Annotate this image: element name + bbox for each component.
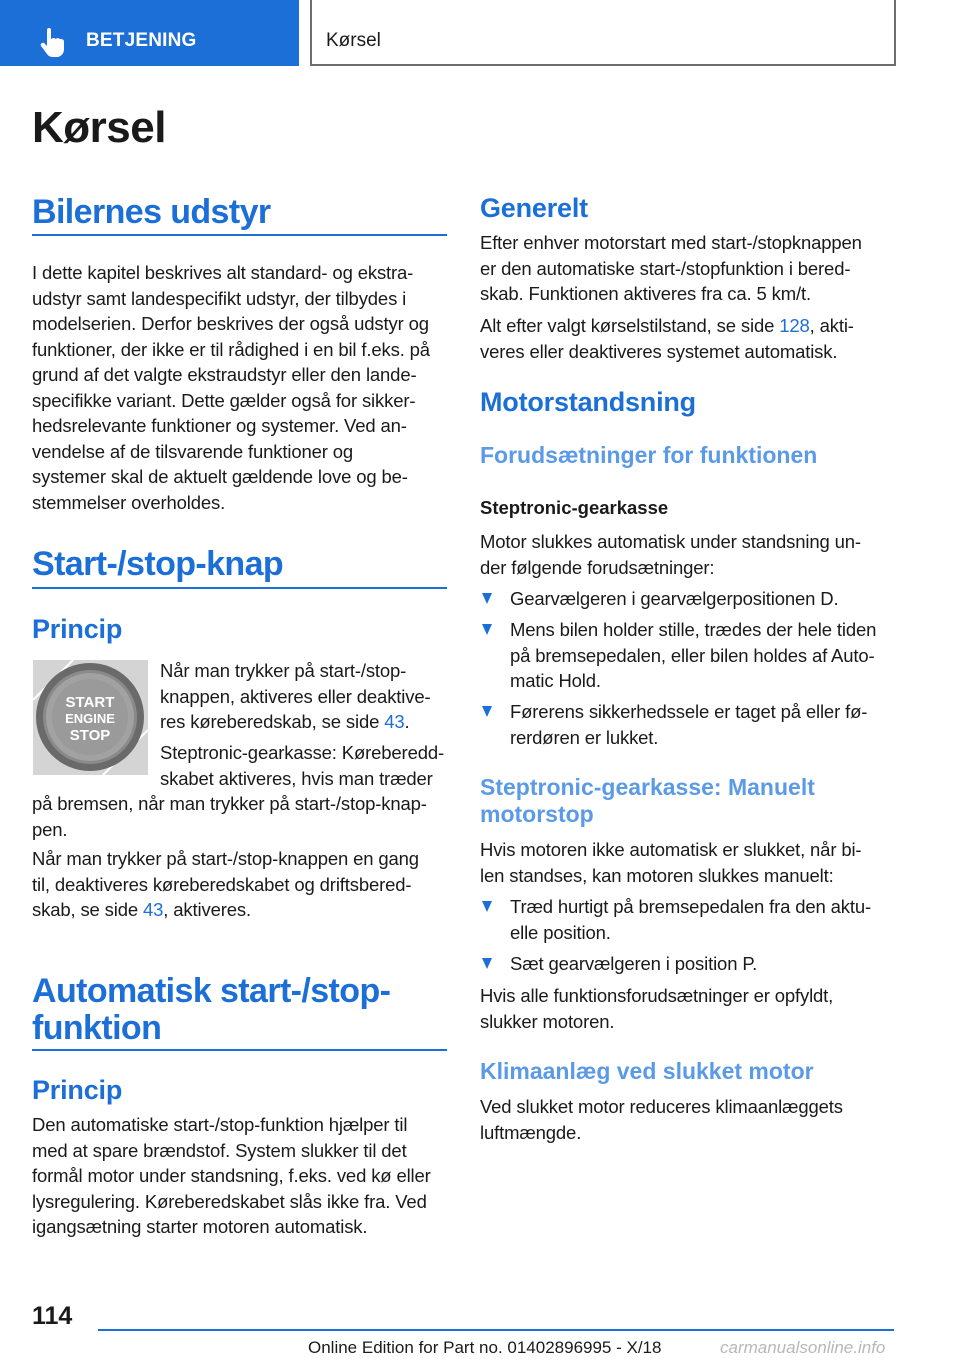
chapter-tab[interactable]: [0, 0, 299, 66]
bullet-triangle-icon: [482, 593, 492, 604]
paragraph-manuelt: Hvis motoren ikke automatisk er slukket, når bi- len standses, kan motoren slukkes manuelt:: [480, 839, 862, 886]
heading-start-stop-knap: Start-/stop-knap: [32, 545, 284, 583]
page-title: Kørsel: [32, 103, 166, 152]
page-number: 114: [32, 1302, 73, 1330]
heading-generelt: Generelt: [480, 193, 588, 223]
heading-klimaanlaeg: Klimaanlæg ved slukket motor: [480, 1058, 814, 1084]
bullet-triangle-icon: [482, 958, 492, 969]
paragraph-automatisk: Den automatiske start-/stop-funktion hjælper til med at spare brændstof. System slukker til det formål motor under standsning, f.eks. ved kø eller lysregulering. Køreberedskabet slås ikke fra. Ved igangsætning starter motoren automatisk.: [32, 1114, 431, 1237]
bullet-triangle-icon: [482, 624, 492, 635]
heading-automatisk-start-stop: Automatisk start-/stop- funktion: [32, 972, 391, 1047]
button-text-start: START: [65, 694, 115, 711]
heading-forudsaetninger: Forudsætninger for funktionen: [480, 442, 818, 468]
footer-edition: Online Edition for Part no. 01402896995 - X/18: [308, 1338, 662, 1357]
section-header-label: Kørsel: [326, 30, 381, 51]
heading-motorstandsning: Motorstandsning: [480, 387, 696, 417]
start-stop-button-image: [33, 660, 148, 775]
subheading-princip: Princip: [32, 614, 123, 644]
page-link-43[interactable]: 43: [384, 711, 405, 732]
footer-rule: [98, 1329, 894, 1331]
paragraph-princip-3: Når man trykker på start-/stop-knappen en gang til, deaktiveres køreberedskabet og driftsbered- skab, se side 43, aktiveres.: [32, 848, 419, 920]
paragraph-princip-2-cont: på bremsen, når man trykker på start-/stop-knap- pen.: [32, 793, 427, 840]
heading-rule: [32, 587, 447, 589]
page-link-128[interactable]: 128: [779, 315, 810, 336]
page-link-43[interactable]: 43: [143, 899, 164, 920]
paragraph-princip-1: Når man trykker på start-/stop- knappen, aktiveres eller deaktive- res køreberedskab, se side 43.: [160, 660, 431, 732]
button-text-engine: ENGINE: [65, 711, 115, 726]
heading-manuelt-motorstop: Steptronic-gearkasse: Manuelt motorstop: [480, 774, 815, 827]
bullet-triangle-icon: [482, 706, 492, 717]
section-header: [310, 0, 896, 66]
bullet-triangle-icon: [482, 901, 492, 912]
paragraph-manuelt-after: Hvis alle funktionsforudsætninger er opfyldt, slukker motoren.: [480, 985, 834, 1032]
pointing-hand-icon: [38, 27, 66, 57]
subheading-princip: Princip: [32, 1075, 123, 1105]
heading-rule: [32, 1049, 447, 1051]
paragraph-generelt: Efter enhver motorstart med start-/stopknappen er den automatiske start-/stopfunktion i bered- skab. Funktionen aktiveres fra ca. 5 km/t.: [480, 232, 862, 304]
heading-steptronic: Steptronic-gearkasse: [480, 497, 669, 518]
watermark: carmanualsonline.info: [720, 1338, 886, 1357]
paragraph-steptronic: Motor slukkes automatisk under standsning un- der følgende forudsætninger:: [480, 531, 861, 578]
paragraph-udstyr: I dette kapitel beskrives alt standard- og ekstra- udstyr samt landespecifikt udstyr, der tilbydes i modelserien. Derfor beskrives der også udstyr og funktioner, der ikke er til rådighed i en bil f.eks. på grund af det valgte ekstraudstyr eller den lande- specifikke variant. Dette gælder også for sikker- hedsrelevante funktioner og systemer. Ved an- vendelse af de tilsvarende funktioner og systemer skal de aktuelt gældende love og be- stemmelser overholdes.: [32, 262, 430, 513]
paragraph-princip-2: Steptronic-gearkasse: Køreberedd- skabet aktiveres, hvis man træder: [160, 742, 444, 789]
paragraph-klimaanlaeg: Ved slukket motor reduceres klimaanlæggets luftmængde.: [480, 1096, 843, 1143]
heading-bilernes-udstyr: Bilernes udstyr: [32, 193, 271, 231]
chapter-tab-label: BETJENING: [86, 30, 197, 51]
heading-rule: [32, 234, 447, 236]
paragraph-generelt-2: Alt efter valgt kørselstilstand, se side 128, akti- veres eller deaktiveres systemet automatisk.: [480, 315, 854, 362]
button-text-stop: STOP: [69, 727, 111, 744]
